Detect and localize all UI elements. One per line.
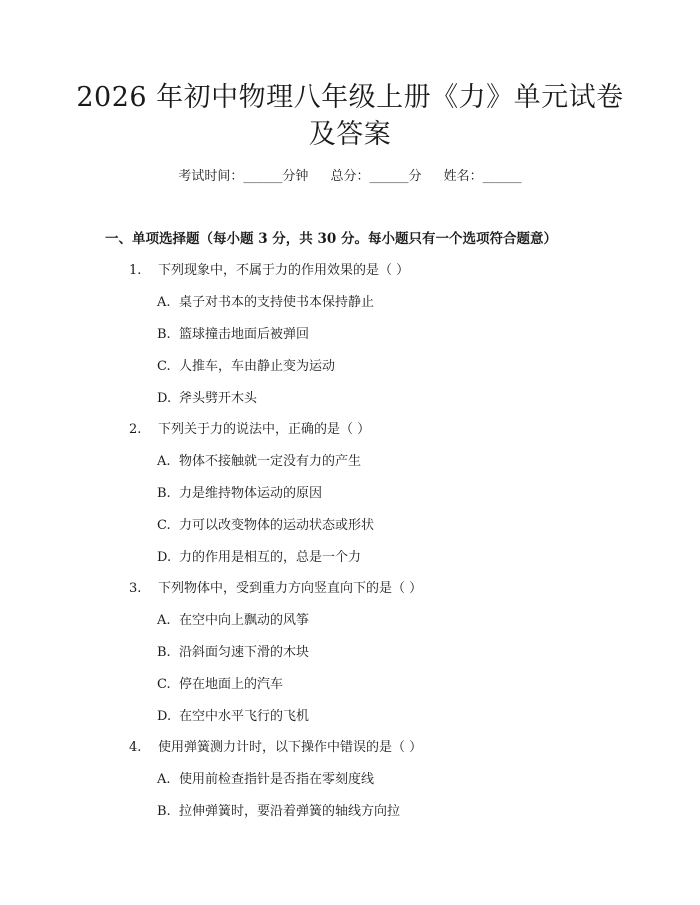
option-letter: C. (157, 518, 171, 533)
option-text: 力可以改变物体的运动状态或形状 (179, 518, 375, 533)
option-text: 篮球撞击地面后被弹回 (179, 327, 310, 342)
question-text: 下列现象中，不属于力的作用效果的是（ ） (158, 263, 410, 278)
question-3-option-a (157, 611, 309, 631)
option-letter: A. (157, 772, 171, 787)
question-1-option-a (157, 293, 374, 313)
question-1 (129, 261, 409, 281)
option-text: 力的作用是相互的，总是一个力 (179, 550, 362, 565)
total-score-field: 总分：______分 (330, 169, 422, 184)
option-letter: C. (157, 359, 171, 374)
option-letter: A. (157, 295, 171, 310)
question-3-option-b (157, 643, 309, 663)
option-letter: A. (157, 454, 171, 469)
exam-meta (0, 167, 700, 187)
question-2-option-c (157, 516, 374, 536)
option-letter: D. (157, 550, 172, 565)
option-text: 斧头劈开木头 (179, 391, 258, 406)
option-letter: C. (157, 677, 171, 692)
question-3-option-c (157, 675, 283, 695)
question-2 (129, 420, 370, 440)
exam-title-line1: 2026 年初中物理八年级上册《力》单元试卷 (76, 82, 624, 113)
question-number: 2. (129, 422, 142, 437)
question-3-option-d (157, 707, 309, 727)
question-2-option-b (157, 484, 322, 504)
question-2-option-d (157, 548, 361, 568)
option-letter: B. (157, 645, 171, 660)
question-4-option-a (157, 770, 374, 790)
question-number: 4. (129, 740, 142, 755)
question-1-option-c (157, 357, 335, 377)
question-number: 3. (129, 581, 142, 596)
question-text: 下列物体中，受到重力方向竖直向下的是（ ） (158, 581, 423, 596)
option-letter: B. (157, 327, 171, 342)
option-text: 物体不接触就一定没有力的产生 (179, 454, 362, 469)
option-text: 沿斜面匀速下滑的木块 (179, 645, 310, 660)
option-letter: D. (157, 709, 172, 724)
option-text: 力是维持物体运动的原因 (179, 486, 323, 501)
question-4-option-b (157, 802, 400, 822)
option-text: 在空中向上飘动的风筝 (179, 613, 310, 628)
option-letter: D. (157, 391, 172, 406)
option-text: 桌子对书本的支持使书本保持静止 (179, 295, 375, 310)
name-field: 姓名：______ (443, 169, 522, 184)
question-number: 1. (129, 263, 142, 278)
option-text: 拉伸弹簧时，要沿着弹簧的轴线方向拉 (179, 804, 401, 819)
question-text: 使用弹簧测力计时，以下操作中错误的是（ ） (158, 740, 423, 755)
option-text: 在空中水平飞行的飞机 (179, 709, 310, 724)
question-4 (129, 738, 422, 758)
exam-time-field: 考试时间：______分钟 (178, 169, 309, 184)
section-heading: 一、单项选择题（每小题 3 分，共 30 分。每小题只有一个选项符合题意） (105, 231, 557, 247)
question-3 (129, 579, 422, 599)
question-text: 下列关于力的说法中，正确的是（ ） (158, 422, 371, 437)
exam-title-line2: 及答案 (308, 119, 392, 150)
question-1-option-b (157, 325, 309, 345)
option-letter: B. (157, 486, 171, 501)
option-letter: B. (157, 804, 171, 819)
question-2-option-a (157, 452, 361, 472)
question-1-option-d (157, 389, 257, 409)
option-text: 使用前检查指针是否指在零刻度线 (179, 772, 375, 787)
option-text: 人推车，车由静止变为运动 (179, 359, 336, 374)
option-text: 停在地面上的汽车 (179, 677, 284, 692)
option-letter: A. (157, 613, 171, 628)
